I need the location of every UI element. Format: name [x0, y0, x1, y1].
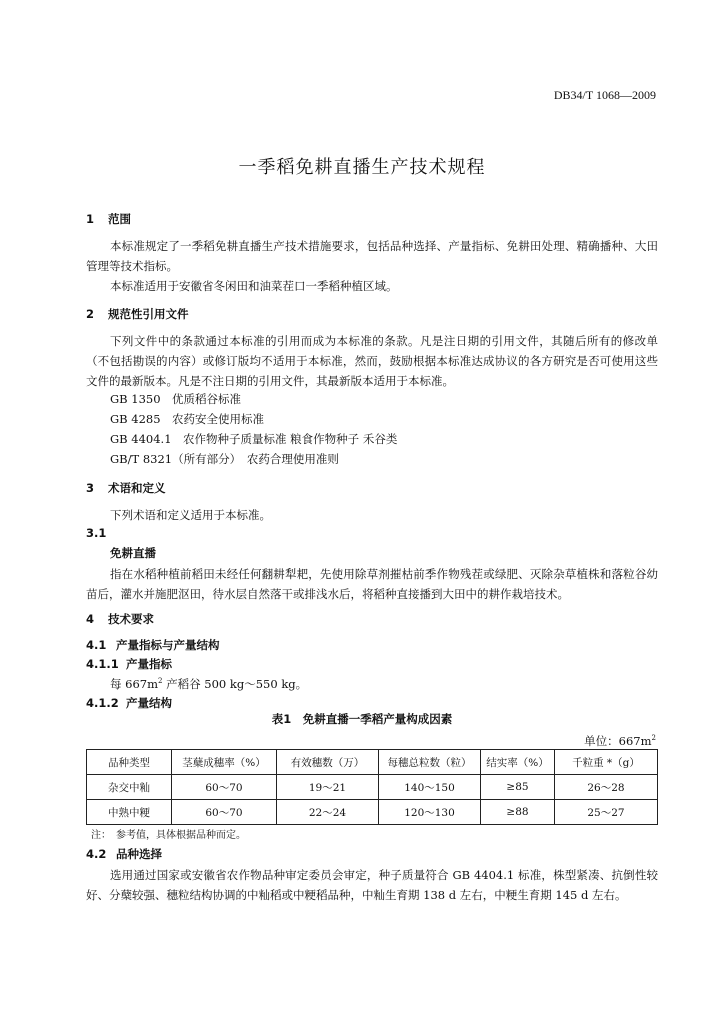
section-title: 品种选择 — [116, 847, 162, 861]
section-4-2-paragraph: 选用通过国家或安徽省农作物品种审定委员会审定，种子质量符合 GB 4404.1 标准，株型紧凑、抗倒性较好、分蘖较强、穗粒结构协调的中籼稻或中粳稻品种，中籼生育期 138 d 左右，中粳生育期 145 d 左右。 — [86, 868, 658, 902]
table-cell: ≥88 — [481, 800, 555, 825]
section-title: 产量指标 — [126, 657, 172, 671]
reference-item: GB 1350 优质稻谷标准 — [110, 392, 242, 406]
column-header: 有效穗数（万） — [277, 750, 379, 775]
yield-text-post: 产稻谷 500 kg～550 kg。 — [162, 677, 308, 691]
reference-item: GB/T 8321（所有部分） 农药合理使用准则 — [110, 452, 339, 466]
table-cell: 22～24 — [277, 800, 379, 825]
section-1-paragraph-1: 本标准规定了一季稻免耕直播生产技术措施要求，包括品种选择、产量指标、免耕田处理、精确播种、大田管理等技术指标。 — [86, 239, 658, 273]
table-note: 注： 参考值，具体根据品种而定。 — [91, 830, 246, 841]
table-cell: 26～28 — [555, 775, 658, 800]
section-2-paragraph-1: 下列文件中的条款通过本标准的引用而成为本标准的条款。凡是注日期的引用文件，其随后所有的修改单（不包括勘误的内容）或修订版均不适用于本标准，然而，鼓励根据本标准达成协议的各方研究是否可使用这些文件的最新版本。凡是不注日期的引用文件，其最新版本适用于本标准。 — [86, 334, 658, 388]
table-cell: ≥85 — [481, 775, 555, 800]
section-3-paragraph-1: 下列术语和定义适用于本标准。 — [110, 508, 271, 522]
document-title: 一季稻免耕直播生产技术规程 — [238, 157, 486, 178]
column-header: 每穗总粒数（粒） — [379, 750, 481, 775]
section-title: 术语和定义 — [108, 481, 166, 495]
unit-text: 单位：667m — [584, 734, 652, 748]
table-cell: 中熟中粳 — [87, 800, 172, 825]
column-header: 茎蘖成穗率（%） — [172, 750, 277, 775]
yield-components-table — [86, 749, 658, 825]
section-1-paragraph-2: 本标准适用于安徽省冬闲田和油菜茬口一季稻种植区域。 — [110, 279, 398, 293]
table-cell: 120～130 — [379, 800, 481, 825]
table-cell: 25～27 — [555, 800, 658, 825]
yield-text-pre: 每 667m — [110, 677, 159, 691]
subsection-4-2-heading — [86, 846, 162, 862]
table-header-row — [87, 750, 658, 775]
subsection-4-1-1-heading — [86, 656, 172, 672]
section-number: 2 — [86, 307, 95, 321]
column-header: 结实率（%） — [481, 750, 555, 775]
column-header: 品种类型 — [87, 750, 172, 775]
section-title: 规范性引用文件 — [108, 307, 189, 321]
reference-item: GB 4285 农药安全使用标准 — [110, 412, 265, 426]
subsection-3-1-number: 3.1 — [86, 526, 107, 540]
section-title: 产量结构 — [126, 696, 172, 710]
section-4-heading — [86, 611, 154, 627]
superscript: 2 — [158, 677, 163, 686]
term-name: 免耕直播 — [110, 546, 156, 560]
section-3-heading — [86, 480, 166, 496]
table-caption: 表1 免耕直播一季稻产量构成因素 — [271, 712, 453, 726]
section-1-heading — [86, 211, 131, 227]
subsection-4-1-2-heading — [86, 695, 172, 711]
section-number: 4.2 — [86, 847, 107, 861]
table-cell: 140～150 — [379, 775, 481, 800]
section-number: 4.1.2 — [86, 696, 119, 710]
section-title: 范围 — [108, 212, 131, 226]
table-cell: 19～21 — [277, 775, 379, 800]
section-number: 4.1.1 — [86, 657, 119, 671]
section-number: 4.1 — [86, 638, 107, 652]
table-cell: 60～70 — [172, 800, 277, 825]
table-row — [87, 800, 658, 825]
yield-target-text — [110, 676, 307, 692]
table-unit — [584, 733, 656, 749]
term-definition: 指在水稻种植前稻田未经任何翻耕犁耙，先使用除草剂摧枯前季作物残茬或绿肥、灭除杂草植株和落粒谷幼苗后，灌水并施肥沤田，待水层自然落干或排浅水后，将稻种直接播到大田中的耕作栽培技术。 — [86, 567, 658, 601]
table-cell: 杂交中籼 — [87, 775, 172, 800]
reference-item: GB 4404.1 农作物种子质量标准 粮食作物种子 禾谷类 — [110, 432, 398, 446]
standard-number: DB34/T 1068—2009 — [553, 88, 656, 102]
section-title: 产量指标与产量结构 — [116, 638, 220, 652]
section-number: 4 — [86, 612, 95, 626]
column-header: 千粒重 *（g） — [555, 750, 658, 775]
table-row — [87, 775, 658, 800]
section-2-heading — [86, 306, 189, 322]
subsection-4-1-heading — [86, 637, 220, 653]
section-number: 3 — [86, 481, 95, 495]
table-cell: 60～70 — [172, 775, 277, 800]
section-title: 技术要求 — [108, 612, 154, 626]
superscript: 2 — [651, 734, 656, 743]
section-number: 1 — [86, 212, 95, 226]
